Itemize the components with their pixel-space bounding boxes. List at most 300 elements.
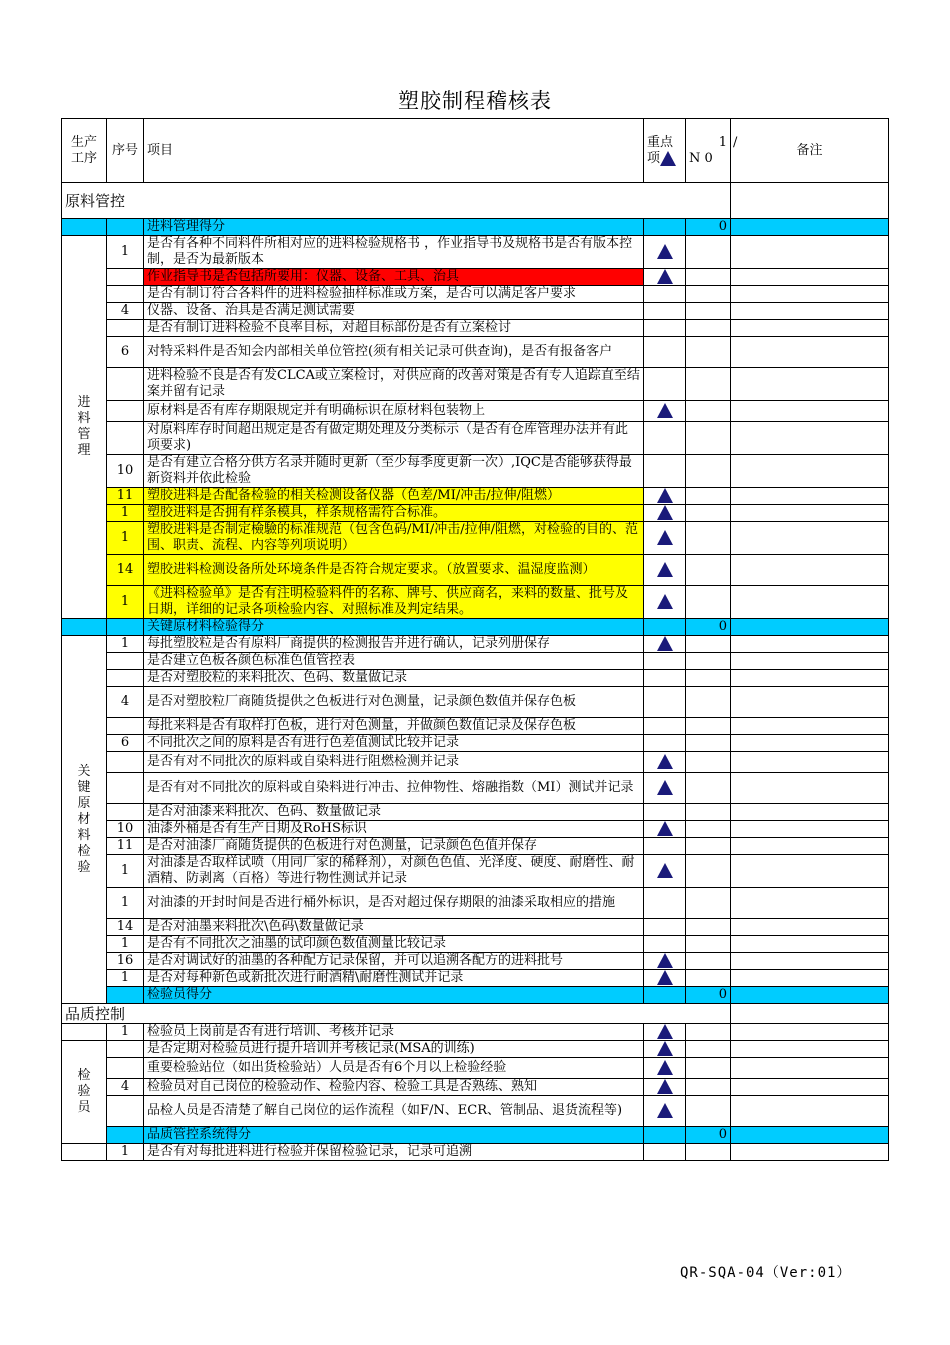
seq-cell: 1 <box>107 636 144 653</box>
seq-cell: 1 <box>107 855 144 888</box>
item-text: 原材料是否有库存期限规定并有明确标识在原材料包装物上 <box>144 401 644 422</box>
item-text: 重要检验站位（如出货检验站）人员是否有6个月以上检验经验 <box>144 1058 644 1079</box>
remark-cell <box>731 718 889 735</box>
remark-cell <box>731 303 889 320</box>
seq-cell: 1 <box>107 970 144 987</box>
item-text: 是否对塑胶粒的来料批次、色码、数量做记录 <box>144 670 644 687</box>
process-cell <box>62 1024 107 1041</box>
seq-cell: 11 <box>107 838 144 855</box>
key-cell <box>644 422 686 455</box>
table-row <box>62 888 889 919</box>
item-text: 对原料库存时间超出规定是否有做定期处理及分类标示（是否有仓库管理办法并有此项要求) <box>144 422 644 455</box>
key-cell <box>644 368 686 401</box>
key-cell <box>644 773 686 804</box>
score-cell <box>686 653 731 670</box>
seq-cell: 16 <box>107 953 144 970</box>
table-row <box>62 752 889 773</box>
table-row <box>62 936 889 953</box>
seq-cell: 1 <box>107 522 144 555</box>
score-cell <box>686 269 731 286</box>
seq-cell <box>107 987 144 1004</box>
item-text: 每批塑胶粒是否有原料厂商提供的检测报告并进行确认，记录列册保存 <box>144 636 644 653</box>
seq-cell: 11 <box>107 488 144 505</box>
remark-cell <box>731 1144 889 1161</box>
key-cell <box>644 987 686 1004</box>
triangle-icon <box>657 562 673 577</box>
score-cell <box>686 1144 731 1161</box>
remark-cell <box>731 522 889 555</box>
table-row <box>62 236 889 269</box>
remark-cell <box>731 735 889 752</box>
seq-cell <box>107 718 144 735</box>
header-remark: 备注 / <box>731 119 889 183</box>
seq-cell <box>107 653 144 670</box>
seq-cell <box>107 619 144 636</box>
seq-cell <box>107 269 144 286</box>
remark-cell <box>731 555 889 586</box>
table-row <box>62 804 889 821</box>
table-row <box>62 1041 889 1058</box>
item-text: 对特采料件是否知会内部相关单位管控(须有相关记录可供查询)，是否有报备客户 <box>144 337 644 368</box>
score-cell <box>686 320 731 337</box>
table-row <box>62 821 889 838</box>
item-text: 是否有制订符合各料件的进料检验抽样标准或方案，是否可以满足客户要求 <box>144 286 644 303</box>
header-seq: 序号 <box>107 119 144 183</box>
table-row <box>62 953 889 970</box>
score-cell <box>686 1096 731 1127</box>
score-cell: 0 <box>686 619 731 636</box>
item-text: 对油漆的开封时间是否进行桶外标识，是否对超过保存期限的油漆采取相应的措施 <box>144 888 644 919</box>
remark-cell <box>731 505 889 522</box>
table-row <box>62 670 889 687</box>
score-row <box>62 1127 889 1144</box>
group-label <box>62 1041 107 1144</box>
seq-cell <box>107 773 144 804</box>
seq-cell <box>107 752 144 773</box>
key-cell <box>644 670 686 687</box>
item-text: 是否对塑胶粒厂商随货提供之色板进行对色测量，记录颜色数值并保存色板 <box>144 687 644 718</box>
key-cell <box>644 1096 686 1127</box>
key-cell <box>644 1041 686 1058</box>
key-cell <box>644 687 686 718</box>
score-cell <box>686 838 731 855</box>
score-cell <box>686 636 731 653</box>
seq-cell <box>107 670 144 687</box>
item-text: 塑胶进料是否配备检验的相关检测设备仪器（色差/MI/冲击/拉伸/阻燃） <box>144 488 644 505</box>
triangle-icon <box>660 151 676 166</box>
key-cell <box>644 653 686 670</box>
seq-cell: 4 <box>107 1079 144 1096</box>
score-cell <box>686 919 731 936</box>
remark-cell <box>731 422 889 455</box>
triangle-icon <box>657 594 673 609</box>
item-text: 塑胶进料检测设备所处环境条件是否符合规定要求。（放置要求、温湿度监测） <box>144 555 644 586</box>
seq-cell: 10 <box>107 821 144 838</box>
key-cell <box>644 804 686 821</box>
item-text: 塑胶进料是否制定檢驗的标准规范（包含色码/MI/冲击/拉伸/阻燃，对检验的目的、范围、职责、流程、内容等列项说明） <box>144 522 644 555</box>
triangle-icon <box>657 780 673 795</box>
table-row <box>62 838 889 855</box>
triangle-icon <box>657 403 673 418</box>
item-text: 是否对油墨来料批次\色码\数量做记录 <box>144 919 644 936</box>
table-row <box>62 855 889 888</box>
remark-cell <box>731 320 889 337</box>
group-name: 进 料 管 理 <box>77 395 91 458</box>
key-cell <box>644 455 686 488</box>
group-name: 关 键 原 材 料 检 验 <box>77 763 91 875</box>
score-cell <box>686 687 731 718</box>
seq-cell: 6 <box>107 735 144 752</box>
score-cell <box>686 970 731 987</box>
key-cell <box>644 970 686 987</box>
item-text: 是否定期对检验员进行提升培训并考核记录(MSA的训练) <box>144 1041 644 1058</box>
key-cell <box>644 735 686 752</box>
table-row <box>62 555 889 586</box>
header-key-label: 重点项 <box>647 134 674 166</box>
score-cell <box>686 236 731 269</box>
item-text: 进料检验不良是否有发CLCA或立案检讨，对供应商的改善对策是否有专人追踪直至结案并留有记录 <box>144 368 644 401</box>
key-cell <box>644 1079 686 1096</box>
key-cell <box>644 337 686 368</box>
score-row <box>62 619 889 636</box>
seq-cell: 1 <box>107 236 144 269</box>
page-title: 塑胶制程稽核表 <box>398 89 552 113</box>
remark-cell <box>731 1127 889 1144</box>
score-label: 品质管控系统得分 <box>144 1127 644 1144</box>
remark-cell <box>731 987 889 1004</box>
score-cell <box>686 586 731 619</box>
remark-cell <box>731 401 889 422</box>
key-cell <box>644 888 686 919</box>
score-cell <box>686 422 731 455</box>
triangle-icon <box>657 636 673 651</box>
remark-cell <box>731 653 889 670</box>
remark-cell <box>731 773 889 804</box>
seq-cell: 1 <box>107 586 144 619</box>
process-cell <box>62 1144 107 1161</box>
header-score <box>686 119 731 183</box>
key-cell <box>644 488 686 505</box>
score-cell <box>686 337 731 368</box>
score-cell <box>686 1041 731 1058</box>
item-text: 是否有建立合格分供方名录并随时更新（至少每季度更新一次）,IQC是否能够获得最新资料并依此检验 <box>144 455 644 488</box>
table-row <box>62 1058 889 1079</box>
remark-cell <box>731 1024 889 1041</box>
score-cell <box>686 888 731 919</box>
score-label: 检验员得分 <box>144 987 644 1004</box>
seq-cell <box>107 286 144 303</box>
item-text: 仪器、设备、治具是否满足测试需要 <box>144 303 644 320</box>
seq-cell <box>107 219 144 236</box>
score-cell <box>686 936 731 953</box>
table-row <box>62 773 889 804</box>
table-row <box>62 368 889 401</box>
triangle-icon <box>657 530 673 545</box>
table-row <box>62 455 889 488</box>
triangle-icon <box>657 1060 673 1075</box>
seq-cell: 1 <box>107 888 144 919</box>
seq-cell <box>107 320 144 337</box>
key-cell <box>644 718 686 735</box>
key-cell <box>644 936 686 953</box>
key-cell <box>644 269 686 286</box>
triangle-icon <box>657 1079 673 1094</box>
key-cell <box>644 586 686 619</box>
remark-cell <box>731 752 889 773</box>
item-text: 是否对油漆来料批次、色码、数量做记录 <box>144 804 644 821</box>
triangle-icon <box>657 821 673 836</box>
header-process: 生产工序 <box>62 119 107 183</box>
header-slash: / <box>733 135 738 150</box>
seq-cell <box>107 804 144 821</box>
score-cell <box>686 1058 731 1079</box>
score-cell: 0 <box>686 219 731 236</box>
score-cell <box>686 855 731 888</box>
score-cell <box>686 522 731 555</box>
item-text: 是否有对不同批次的原料或自染料进行阻燃检测并记录 <box>144 752 644 773</box>
key-cell <box>644 1058 686 1079</box>
key-cell <box>644 303 686 320</box>
remark-cell <box>731 953 889 970</box>
remark-cell <box>731 183 889 219</box>
score-cell <box>686 505 731 522</box>
remark-cell <box>731 1096 889 1127</box>
triangle-icon <box>657 1024 673 1039</box>
table-row <box>62 320 889 337</box>
group-name: 检 验 员 <box>77 1068 91 1115</box>
remark-cell <box>731 636 889 653</box>
score-cell <box>686 752 731 773</box>
score-cell <box>686 773 731 804</box>
item-text: 是否建立色板各颜色标准色值管控表 <box>144 653 644 670</box>
key-cell <box>644 1024 686 1041</box>
key-cell <box>644 821 686 838</box>
table-row <box>62 687 889 718</box>
remark-cell <box>731 219 889 236</box>
key-cell <box>644 236 686 269</box>
seq-cell <box>107 368 144 401</box>
item-text: 塑胶进料是否拥有样条模具，样条规格需符合标准。 <box>144 505 644 522</box>
triangle-icon <box>657 244 673 259</box>
item-text: 《进料检验单》是否有注明检验料件的名称、牌号、供应商名，来料的数量、批号及日期，详细的记录各项检验内容、对照标准及判定结果。 <box>144 586 644 619</box>
seq-cell: 14 <box>107 919 144 936</box>
score-label: 关键原材料检验得分 <box>144 619 644 636</box>
score-cell <box>686 488 731 505</box>
remark-cell <box>731 670 889 687</box>
remark-cell <box>731 687 889 718</box>
item-text: 是否有不同批次之油墨的试印颜色数值测量比较记录 <box>144 936 644 953</box>
table-row <box>62 636 889 653</box>
remark-cell <box>731 1004 889 1024</box>
section-row <box>62 183 889 219</box>
seq-cell <box>107 401 144 422</box>
score-cell <box>686 303 731 320</box>
table-row <box>62 970 889 987</box>
section-row <box>62 1004 889 1024</box>
key-cell <box>644 855 686 888</box>
seq-cell: 6 <box>107 337 144 368</box>
section-label: 品质控制 <box>62 1004 731 1024</box>
remark-cell <box>731 368 889 401</box>
item-text: 作业指导书是否包括所要用：仪器、设备、工具、治具 <box>144 269 644 286</box>
table-row <box>62 653 889 670</box>
audit-table <box>61 118 889 1161</box>
key-cell <box>644 953 686 970</box>
item-text: 对油漆是否取样试喷（用同厂家的稀释剂），对颜色色值、光泽度、硬度、耐磨性、耐酒精、防剥离（百格）等进行物性测试并记录 <box>144 855 644 888</box>
key-cell <box>644 320 686 337</box>
header-row <box>62 119 889 183</box>
header-n0: N 0 <box>689 150 713 166</box>
item-text: 不同批次之间的原料是否有进行色差值测试比较并记录 <box>144 735 644 752</box>
item-text: 是否有制订进料检验不良率目标，对超目标部份是否有立案检讨 <box>144 320 644 337</box>
key-cell <box>644 522 686 555</box>
table-row <box>62 505 889 522</box>
item-text: 是否对调试好的油墨的各种配方记录保留，并可以追溯各配方的进料批号 <box>144 953 644 970</box>
remark-cell <box>731 1041 889 1058</box>
remark-cell <box>731 838 889 855</box>
item-text: 是否有对不同批次的原料或自染料进行冲击、拉伸物性、熔融指数（MI）测试并记录 <box>144 773 644 804</box>
header-key <box>644 119 686 183</box>
header-one: 1 <box>718 134 727 150</box>
remark-cell <box>731 970 889 987</box>
score-cell <box>686 368 731 401</box>
seq-cell: 14 <box>107 555 144 586</box>
score-label: 进料管理得分 <box>144 219 644 236</box>
triangle-icon <box>657 505 673 520</box>
seq-cell: 4 <box>107 303 144 320</box>
seq-cell: 1 <box>107 936 144 953</box>
score-cell <box>686 1024 731 1041</box>
table-row <box>62 1096 889 1127</box>
remark-cell <box>731 1079 889 1096</box>
key-cell <box>644 838 686 855</box>
process-cell <box>62 219 107 236</box>
table-row <box>62 422 889 455</box>
group-label <box>62 236 107 619</box>
item-text: 是否有各种不同料件所相对应的进料检验规格书 ，作业指导书及规格书是否有版本控制，是否为最新版本 <box>144 236 644 269</box>
seq-cell: 1 <box>107 1144 144 1161</box>
score-cell <box>686 286 731 303</box>
triangle-icon <box>657 754 673 769</box>
triangle-icon <box>657 863 673 878</box>
remark-cell <box>731 1058 889 1079</box>
remark-cell <box>731 919 889 936</box>
remark-cell <box>731 936 889 953</box>
score-cell <box>686 555 731 586</box>
table-row <box>62 1144 889 1161</box>
remark-cell <box>731 455 889 488</box>
item-text: 是否对油漆厂商随货提供的色板进行对色测量，记录颜色色值并保存 <box>144 838 644 855</box>
seq-cell: 1 <box>107 1024 144 1041</box>
key-cell <box>644 219 686 236</box>
table-row <box>62 286 889 303</box>
remark-cell <box>731 888 889 919</box>
remark-cell <box>731 586 889 619</box>
key-cell <box>644 1144 686 1161</box>
table-row <box>62 401 889 422</box>
key-cell <box>644 619 686 636</box>
remark-cell <box>731 286 889 303</box>
item-text: 品检人员是否清楚了解自己岗位的运作流程（如F/N、ECR、管制品、退货流程等) <box>144 1096 644 1127</box>
remark-cell <box>731 821 889 838</box>
score-cell <box>686 401 731 422</box>
key-cell <box>644 752 686 773</box>
item-text: 检验员对自己岗位的检验动作、检验内容、检验工具是否熟练、熟知 <box>144 1079 644 1096</box>
score-row <box>62 219 889 236</box>
triangle-icon <box>657 1041 673 1056</box>
table-row <box>62 488 889 505</box>
table-row <box>62 303 889 320</box>
score-cell <box>686 455 731 488</box>
seq-cell: 1 <box>107 505 144 522</box>
score-cell <box>686 1079 731 1096</box>
section-label: 原料管控 <box>62 183 731 219</box>
key-cell <box>644 505 686 522</box>
item-text: 检验员上岗前是否有进行培训、考核并记录 <box>144 1024 644 1041</box>
seq-cell <box>107 1041 144 1058</box>
group-label <box>62 636 107 1004</box>
item-text: 是否对每种新色或新批次进行耐酒精\耐磨性测试并记录 <box>144 970 644 987</box>
score-cell <box>686 718 731 735</box>
table-row <box>62 1024 889 1041</box>
item-text: 是否有对每批进料进行检验并保留检验记录，记录可追溯 <box>144 1144 644 1161</box>
key-cell <box>644 919 686 936</box>
table-row <box>62 919 889 936</box>
table-row <box>62 269 889 286</box>
triangle-icon <box>657 953 673 968</box>
score-row <box>62 987 889 1004</box>
score-cell: 0 <box>686 987 731 1004</box>
remark-cell <box>731 488 889 505</box>
key-cell <box>644 636 686 653</box>
score-cell <box>686 804 731 821</box>
remark-cell <box>731 269 889 286</box>
table-row <box>62 718 889 735</box>
item-text: 油漆外桶是否有生产日期及RoHS标识 <box>144 821 644 838</box>
form-code: QR-SQA-04（Ver:01） <box>680 1265 852 1281</box>
seq-cell <box>107 1127 144 1144</box>
score-cell <box>686 953 731 970</box>
key-cell <box>644 401 686 422</box>
score-cell <box>686 821 731 838</box>
seq-cell <box>107 1058 144 1079</box>
score-cell <box>686 670 731 687</box>
remark-cell <box>731 337 889 368</box>
key-cell <box>644 1127 686 1144</box>
table-row <box>62 735 889 752</box>
remark-cell <box>731 619 889 636</box>
triangle-icon <box>657 1103 673 1118</box>
score-cell <box>686 735 731 752</box>
key-cell <box>644 555 686 586</box>
triangle-icon <box>657 970 673 985</box>
remark-cell <box>731 855 889 888</box>
table-row <box>62 1079 889 1096</box>
seq-cell <box>107 422 144 455</box>
remark-cell <box>731 804 889 821</box>
table-row <box>62 522 889 555</box>
process-cell <box>62 619 107 636</box>
triangle-icon <box>657 488 673 503</box>
header-item: 项目 <box>144 119 644 183</box>
seq-cell: 4 <box>107 687 144 718</box>
remark-cell <box>731 236 889 269</box>
table-row <box>62 337 889 368</box>
seq-cell <box>107 1096 144 1127</box>
seq-cell: 10 <box>107 455 144 488</box>
triangle-icon <box>657 269 673 284</box>
table-row <box>62 586 889 619</box>
